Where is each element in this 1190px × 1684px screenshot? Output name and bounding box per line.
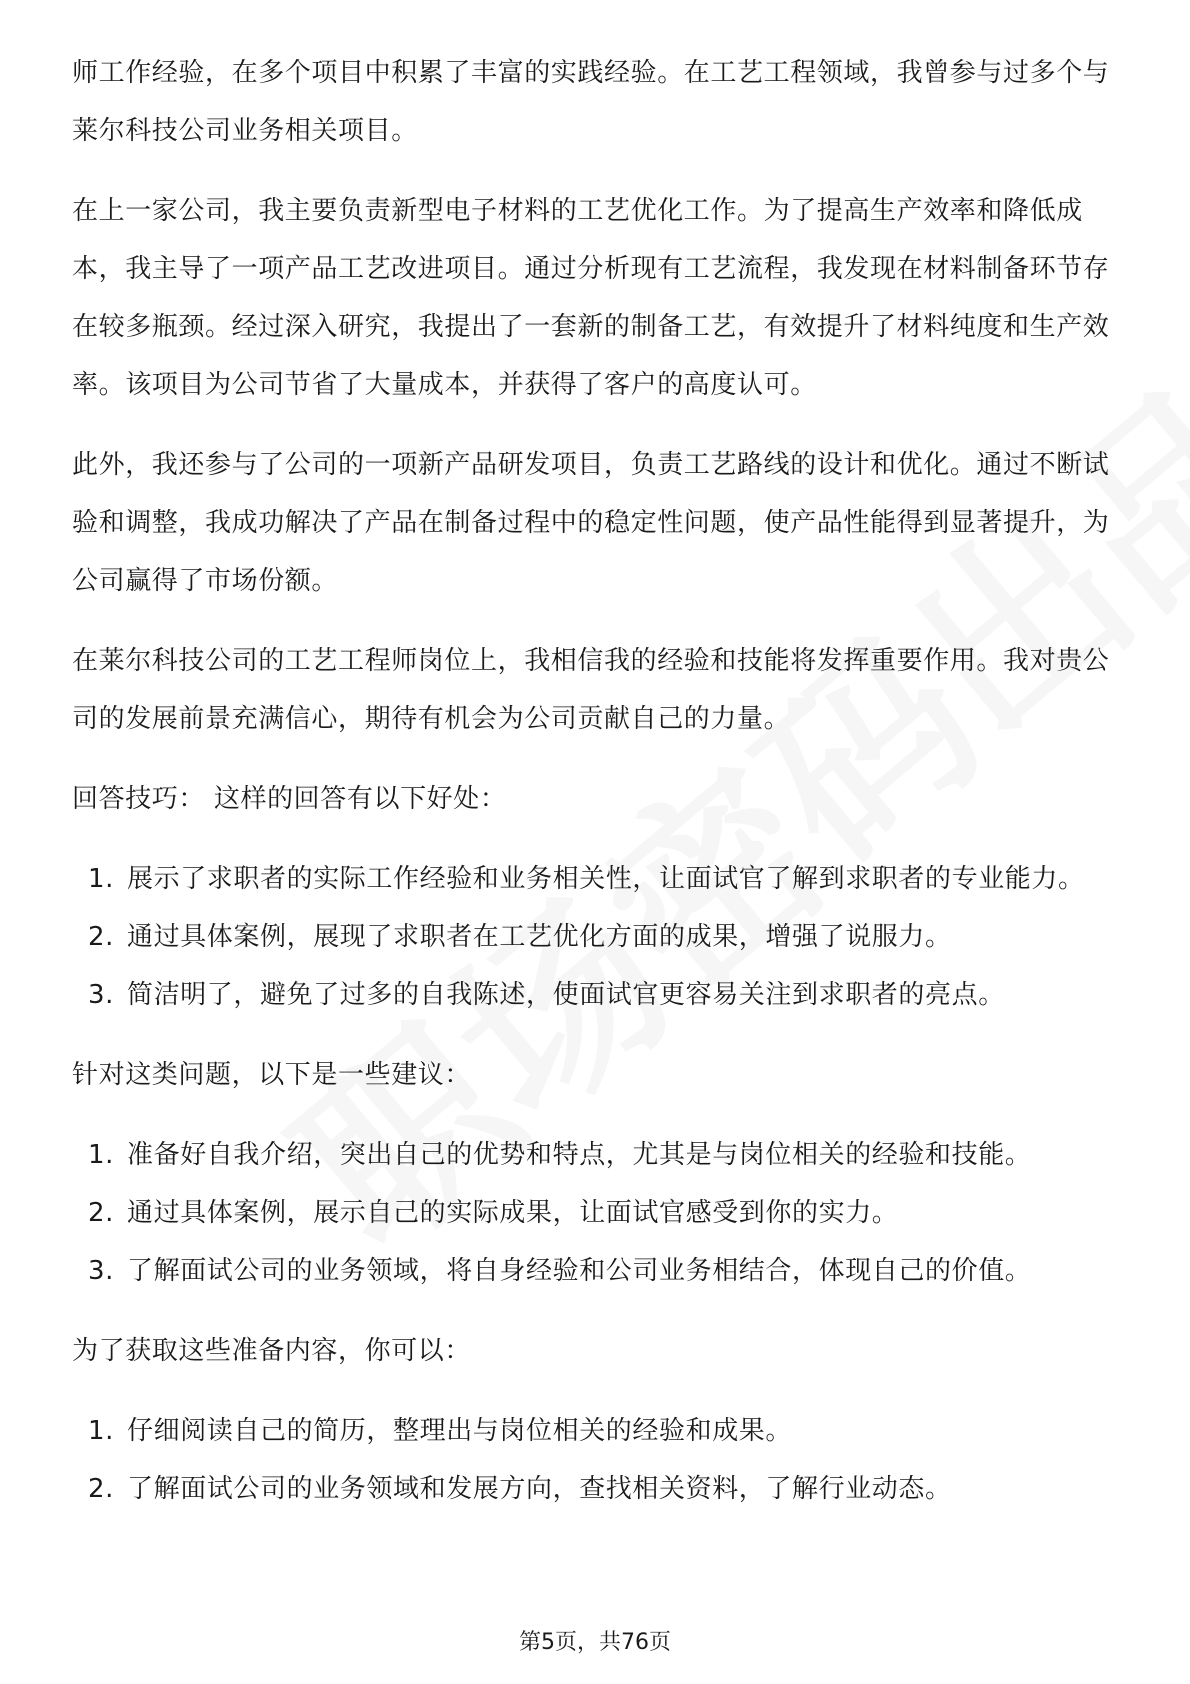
list-number: 2. <box>88 922 115 952</box>
list-item-text: 了解面试公司的业务领域，将自身经验和公司业务相结合，体现自己的价值。 <box>127 1256 1032 1286</box>
list-number: 1. <box>88 1416 115 1446</box>
list-item-text: 了解面试公司的业务领域和发展方向，查找相关资料，了解行业动态。 <box>127 1474 952 1504</box>
advice-heading: 针对这类问题，以下是一些建议： <box>72 1060 472 1090</box>
prep-list <box>72 1402 1122 1518</box>
page-number: 第5页，共76页 <box>519 1630 671 1655</box>
list-number: 1. <box>88 864 115 894</box>
list-item-text: 通过具体案例，展示自己的实际成果，让面试官感受到你的实力。 <box>127 1198 899 1228</box>
list-item <box>72 1402 1122 1460</box>
list-number: 2. <box>88 1198 115 1228</box>
list-number: 3. <box>88 1256 115 1286</box>
paragraph-previous-company: 在上一家公司，我主要负责新型电子材料的工艺优化工作。为了提高生产效率和降低成本，我主导了一项产品工艺改进项目。通过分析现有工艺流程，我发现在材料制备环节存在较多瓶颈。经过深入研究，我提出了一套新的制备工艺，有效提升了材料纯度和生产效率。该项目为公司节省了大量成本，并获得了客户的高度认可。 <box>72 196 1110 400</box>
list-item-text: 简洁明了，避免了过多的自我陈述，使面试官更容易关注到求职者的亮点。 <box>127 980 1005 1010</box>
document-page <box>72 44 1122 1540</box>
list-item-text: 仔细阅读自己的简历，整理出与岗位相关的经验和成果。 <box>127 1416 793 1446</box>
page-footer <box>0 1625 1190 1656</box>
advice-list <box>72 1126 1122 1300</box>
list-item-text: 准备好自我介绍，突出自己的优势和特点，尤其是与岗位相关的经验和技能。 <box>127 1140 1032 1170</box>
paragraph-closing-statement: 在莱尔科技公司的工艺工程师岗位上，我相信我的经验和技能将发挥重要作用。我对贵公司的发展前景充满信心，期待有机会为公司贡献自己的力量。 <box>72 646 1110 734</box>
list-item <box>72 1242 1122 1300</box>
list-item-text: 通过具体案例，展现了求职者在工艺优化方面的成果，增强了说服力。 <box>127 922 952 952</box>
list-number: 2. <box>88 1474 115 1504</box>
paragraph-new-product-project: 此外，我还参与了公司的一项新产品研发项目，负责工艺路线的设计和优化。通过不断试验和调整，我成功解决了产品在制备过程中的稳定性问题，使产品性能得到显著提升，为公司赢得了市场份额。 <box>72 450 1110 596</box>
list-item-text: 展示了求职者的实际工作经验和业务相关性，让面试官了解到求职者的专业能力。 <box>127 864 1085 894</box>
list-number: 1. <box>88 1140 115 1170</box>
paragraph-work-experience: 师工作经验，在多个项目中积累了丰富的实践经验。在工艺工程领域，我曾参与过多个与莱尔科技公司业务相关项目。 <box>72 58 1110 146</box>
list-item <box>72 1126 1122 1184</box>
tips-heading: 回答技巧： 这样的回答有以下好处： <box>72 784 507 814</box>
list-item <box>72 966 1122 1024</box>
list-item <box>72 1184 1122 1242</box>
list-item <box>72 850 1122 908</box>
prep-heading: 为了获取这些准备内容，你可以： <box>72 1336 472 1366</box>
tips-list <box>72 850 1122 1024</box>
list-item <box>72 1460 1122 1518</box>
list-number: 3. <box>88 980 115 1010</box>
list-item <box>72 908 1122 966</box>
